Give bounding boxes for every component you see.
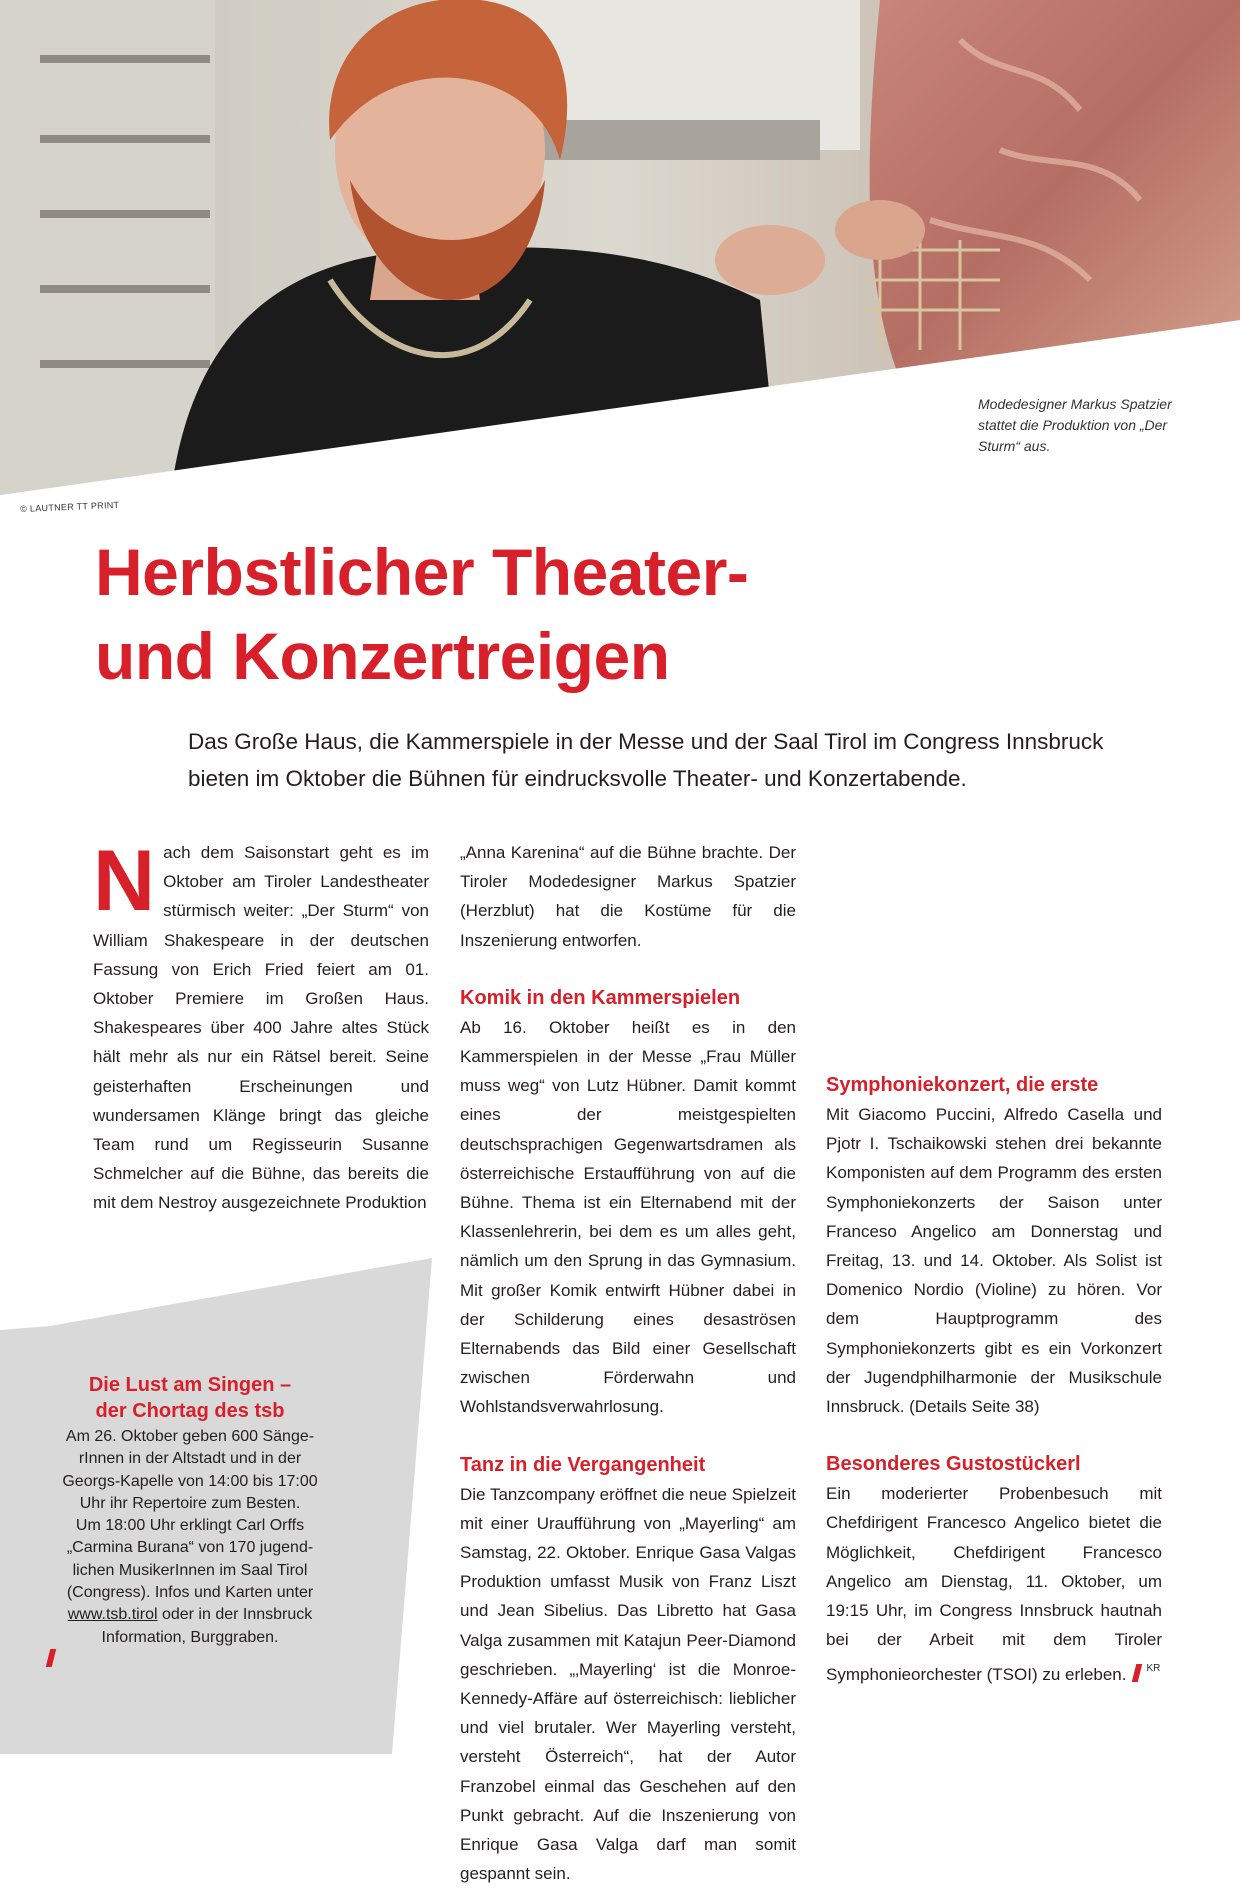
section-title-gustostueckerl: Besonderes Gustostückerl xyxy=(826,1453,1081,1476)
drop-cap: N xyxy=(93,833,156,929)
sidebar-line: lichen MusikerInnen im Saal Tirol xyxy=(72,1561,308,1579)
sidebar-line: rInnen in der Altstadt und in der xyxy=(78,1450,302,1468)
sidebar-line: Uhr ihr Repertoire zum Besten. xyxy=(79,1494,301,1512)
article-end-mark xyxy=(1132,1664,1142,1682)
sidebar-title-line-1: Die Lust am Singen – xyxy=(88,1374,292,1396)
sidebar-line-with-link xyxy=(40,1604,340,1626)
author-initials: KR xyxy=(1146,1663,1161,1675)
sidebar-line: Georgs-Kapelle von 14:00 bis 17:00 xyxy=(62,1472,318,1490)
section-title-symphoniekonzert: Symphoniekonzert, die erste xyxy=(826,1074,1099,1096)
sidebar-end-mark xyxy=(46,1649,56,1667)
gustostueckerl-text: Ein moderierter Probenbesuch mit Chefdirigent Francesco Angelico bietet die Möglichkeit, Chefdirigent Francesco Angelico am Dienstag, 11. Oktober, um 19:15 Uhr, im Congress Innsbruck hautnah bei der Arbeit mit dem Tiroler Symphonieorchester (TSOI) zu erleben. xyxy=(826,1484,1162,1685)
sidebar-title-line-2: der Chortag des tsb xyxy=(95,1400,285,1422)
intro-continued: „Anna Karenina“ auf die Bühne brachte. Der Tiroler Modedesigner Markus Spatzier (Herzblut) hat die Kostüme für die Inszenierung entworfen. xyxy=(460,843,796,950)
article-column-2 xyxy=(460,838,796,1889)
tsb-website-link[interactable]: www.tsb.tirol xyxy=(67,1606,158,1624)
headline-line-1: Herbstlicher Theater- xyxy=(95,535,749,609)
sidebar-line: „Carmina Burana“ von 170 jugend- xyxy=(66,1539,314,1557)
sidebar-title xyxy=(40,1372,340,1424)
lead-line-1: Das Große Haus, die Kammerspiele in der Messe und der Saal Tirol im Congress Innsbruck xyxy=(188,729,1104,754)
section-text-symphoniekonzert: Mit Giacomo Puccini, Alfredo Casella und Pjotr I. Tschaikowski stehen drei bekannte Komponisten auf dem Programm des ersten Symphoniekonzerts der Saison unter Franceso Angelico am Donnerstag und Freitag, 13. und 14. Oktober. Als Solist ist Domenico Nordio (Violine) zu hören. Vor dem Hauptprogramm des Symphoniekonzerts gibt es ein Vorkonzert der Jugendphilharmonie der Musikschule Innsbruck. (Details Seite 38) xyxy=(826,1105,1162,1417)
sidebar-line-last xyxy=(40,1627,340,1667)
sidebar-body xyxy=(40,1426,340,1667)
sidebar-line-rest: oder in der Innsbruck xyxy=(157,1606,313,1624)
section-title-kammerspiele: Komik in den Kammerspielen xyxy=(460,986,741,1009)
section-title-tanz: Tanz in die Vergangenheit xyxy=(460,1453,706,1476)
lead-line-2: bieten im Oktober die Bühnen für eindrucksvolle Theater- und Konzertabende. xyxy=(188,766,967,791)
lead-paragraph xyxy=(188,723,1188,797)
photo-copyright: © LAUTNER TT PRINT xyxy=(20,499,120,514)
sidebar-line: Am 26. Oktober geben 600 Sänge- xyxy=(65,1428,315,1445)
section-text-tanz: Die Tanzcompany eröffnet die neue Spielzeit mit einer Uraufführung von „Mayerling“ am Samstag, 22. Oktober. Enrique Gasa Valgas Produktion umfasst Musik von Franz Liszt und Jean Sibelius. Das Libretto hat Gasa Valga zusammen mit Katajun Peer-Diamond geschrieben. „‚Mayerling‘ ist die Monroe-Kennedy-Affäre auf österreichisch: lieblicher und viel brutaler. Wer Mayerling versteht, versteht Österreich“, hat der Autor Franzobel einmal das Geschehen auf den Punkt gebracht. Auf die Inszenierung von Enrique Gasa Valga darf man somit gespannt sein. xyxy=(460,1484,796,1884)
intro-paragraph xyxy=(93,833,429,1218)
section-text-kammerspiele: Ab 16. Oktober heißt es in den Kammerspielen in der Messe „Frau Müller muss weg“ von Lutz Hübner. Damit kommt eines der meistgespielten deutschsprachigen Gegenwartsdramen als österreichische Erstaufführung von auf die Bühne. Thema ist ein Elternabend mit der Klassenlehrerin, bei dem es um alles geht, nämlich um den Sprung in das Gymnasium. Mit großer Komik entwirft Hübner dabei in der Schilderung eines desaströsen Elternabends das Bild einer Gesellschaft zwischen Förderwahn und Wohlstandsverwahrlosung. xyxy=(460,1017,796,1417)
sidebar-chortag xyxy=(40,1372,340,1667)
sidebar-line-last-text: Information, Burggraben. xyxy=(101,1628,279,1646)
intro-text: ach dem Saisonstart geht es im Oktober am Tiroler Landestheater stürmisch weiter: „Der Sturm“ von William Shakespeare in der deutschen Fassung von Erich Fried feiert am 01. Oktober Premiere im Großen Haus. Shakespeares über 400 Jahre altes Stück hält mehr als nur ein Rätsel bereit. Seine geisterhaften Erscheinungen und wundersamen Klänge bringt das gleiche Team rund um Regisseurin Susanne Schmelcher auf die Bühne, das bereits die mit dem Nestroy ausgezeichnete Produktion xyxy=(93,843,429,1213)
article-column-1 xyxy=(93,833,429,1218)
article-column-3 xyxy=(826,1070,1162,1690)
photo-caption: Modedesigner Markus Spatzier stattet die Produktion von „Der Sturm“ aus. xyxy=(978,396,1172,454)
sidebar-line: (Congress). Infos und Karten unter xyxy=(66,1584,314,1602)
headline xyxy=(95,530,1195,698)
headline-line-2: und Konzertreigen xyxy=(95,619,670,693)
sidebar-line: Um 18:00 Uhr erklingt Carl Orffs xyxy=(75,1517,305,1535)
section-text-gustostueckerl xyxy=(826,1479,1162,1689)
